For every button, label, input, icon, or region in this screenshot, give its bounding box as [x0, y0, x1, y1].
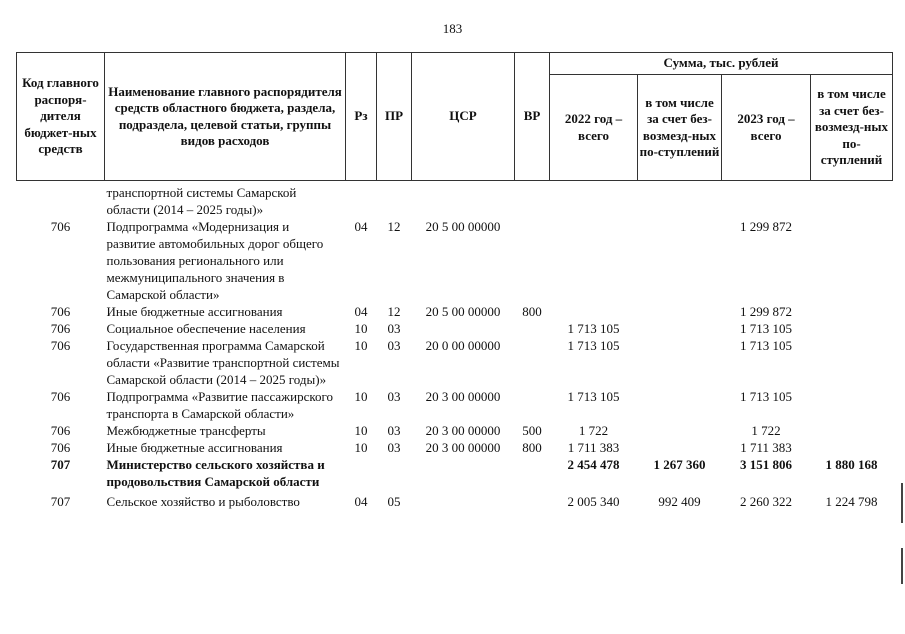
row-2022-total: [550, 303, 638, 320]
table-row: [17, 439, 893, 456]
row-2023-gratuitous: 1 880 168: [825, 457, 878, 472]
row-vr: [515, 320, 550, 337]
table-row: [17, 456, 893, 490]
table-body: [17, 181, 893, 511]
table-row: [17, 388, 893, 422]
row-2023-gratuitous: [811, 337, 893, 388]
row-2022-total: 1 713 105: [567, 389, 620, 404]
row-2022-gratuitous: [638, 218, 722, 303]
row-2023-gratuitous: [811, 439, 893, 456]
row-2022-total: 1 711 383: [567, 440, 620, 455]
row-2022-gratuitous: [638, 388, 722, 422]
header-2023-total: 2023 год – всего: [722, 75, 811, 181]
header-rz: Рз: [346, 53, 377, 181]
row-2022-total: 2 005 340: [567, 494, 620, 509]
row-name: Подпрограмма «Развитие пассажирского транспорта в Самарской области»: [106, 389, 334, 421]
row-2023-total: 3 151 806: [740, 457, 792, 472]
header-2022-gratuitous: в том числе за счет без-возмезд-ных по-ступлений: [638, 75, 722, 181]
header-pr: ПР: [377, 53, 412, 181]
row-rz: 10: [354, 321, 368, 336]
table-row: [17, 490, 893, 510]
row-2022-total: 1 713 105: [567, 321, 620, 336]
scan-edge-mark: [901, 483, 903, 523]
row-csr: [412, 490, 515, 510]
row-rz: [346, 181, 377, 219]
row-2023-total: 1 713 105: [740, 338, 792, 353]
row-csr: 20 5 00 00000: [425, 219, 501, 234]
row-pr: [377, 181, 412, 219]
row-2022-gratuitous: [638, 337, 722, 388]
row-vr: 800: [522, 440, 542, 455]
row-2022-gratuitous: 1 267 360: [653, 457, 706, 472]
row-name: Межбюджетные трансферты: [106, 423, 266, 438]
row-csr: [412, 181, 515, 219]
row-2023-gratuitous: 1 224 798: [825, 494, 878, 509]
row-2023-total: 1 713 105: [740, 389, 792, 404]
row-csr: 20 5 00 00000: [425, 304, 501, 319]
row-2023-gratuitous: [811, 422, 893, 439]
row-name: Государственная программа Самарской области «Развитие транспортной системы Самарской области (2014 – 2025 годы)»: [106, 338, 340, 387]
row-pr: 03: [387, 321, 401, 336]
row-name: Сельское хозяйство и рыболовство: [106, 494, 300, 509]
row-2023-total: 1 299 872: [740, 219, 792, 234]
row-2022-gratuitous: [638, 422, 722, 439]
row-name: Иные бюджетные ассигнования: [106, 304, 283, 319]
table-row: [17, 218, 893, 303]
table-row: [17, 337, 893, 388]
row-2023-gratuitous: [811, 303, 893, 320]
row-pr: 03: [387, 389, 401, 404]
row-2023-total: 1 299 872: [740, 304, 792, 319]
row-2023-total: 1 722: [751, 423, 781, 438]
row-vr: [515, 456, 550, 490]
row-rz: 04: [354, 494, 368, 509]
row-code: 706: [50, 338, 71, 353]
row-2022-total: [550, 181, 638, 219]
row-csr: [412, 320, 515, 337]
row-rz: 10: [354, 423, 368, 438]
row-code: 706: [50, 219, 71, 234]
row-2022-total: 1 713 105: [567, 338, 620, 353]
row-csr: 20 3 00 00000: [425, 440, 501, 455]
row-code: 706: [50, 440, 71, 455]
header-vr: ВР: [515, 53, 550, 181]
table-row: [17, 303, 893, 320]
row-2022-gratuitous: [638, 181, 722, 219]
row-code: 707: [50, 494, 71, 509]
table-header: [17, 53, 893, 181]
row-csr: [412, 456, 515, 490]
row-2022-total: 2 454 478: [567, 457, 620, 472]
scan-edge-mark: [901, 548, 903, 584]
row-rz: 10: [354, 389, 368, 404]
row-name: Подпрограмма «Модернизация и развитие автомобильных дорог общего пользования регионального или межмуниципального значения в Самарской области»: [106, 219, 324, 302]
row-2023-total: 2 260 322: [740, 494, 792, 509]
row-pr: 03: [387, 338, 401, 353]
row-2023-gratuitous: [811, 218, 893, 303]
row-code: 706: [50, 304, 71, 319]
page-number: 183: [442, 21, 463, 36]
row-rz: 04: [354, 219, 368, 234]
row-pr: 12: [387, 219, 401, 234]
row-pr: 12: [387, 304, 401, 319]
row-name: Министерство сельского хозяйства и продовольствия Самарской области: [106, 457, 325, 489]
header-2023-gratuitous: в том числе за счет без-возмезд-ных по-ступлений: [811, 75, 893, 181]
row-csr: 20 3 00 00000: [425, 389, 501, 404]
row-2023-total: [722, 181, 811, 219]
header-code: Код главного распоря-дителя бюджет-ных средств: [17, 53, 105, 181]
row-code: 706: [50, 321, 71, 336]
row-name: транспортной системы Самарской области (2014 – 2025 годы)»: [106, 185, 297, 217]
row-pr: [377, 456, 412, 490]
row-code: 706: [50, 389, 71, 404]
row-code: [17, 181, 105, 219]
row-name: Иные бюджетные ассигнования: [106, 440, 283, 455]
row-name: Социальное обеспечение населения: [106, 321, 306, 336]
row-2023-total: 1 711 383: [740, 440, 792, 455]
row-vr: [515, 181, 550, 219]
table-row: [17, 422, 893, 439]
row-2023-total: 1 713 105: [740, 321, 792, 336]
table-row: [17, 320, 893, 337]
row-vr: [515, 388, 550, 422]
row-csr: 20 3 00 00000: [425, 423, 501, 438]
row-2022-total: 1 722: [578, 423, 609, 438]
row-vr: [515, 337, 550, 388]
row-rz: 10: [354, 338, 368, 353]
row-2023-gratuitous: [811, 181, 893, 219]
row-rz: 10: [354, 440, 368, 455]
table-row: [17, 181, 893, 219]
header-2022-total: 2022 год – всего: [550, 75, 638, 181]
row-2023-gratuitous: [811, 320, 893, 337]
row-rz: [346, 456, 377, 490]
header-csr: ЦСР: [412, 53, 515, 181]
row-vr: 800: [522, 304, 542, 319]
row-2022-total: [550, 218, 638, 303]
row-vr: 500: [522, 423, 542, 438]
header-name: Наименование главного распорядителя средств областного бюджета, раздела, подраздела, целевой статьи, группы видов расходов: [105, 53, 346, 181]
row-2023-gratuitous: [811, 388, 893, 422]
budget-table: [16, 52, 893, 510]
row-csr: 20 0 00 00000: [425, 338, 501, 353]
row-vr: [515, 490, 550, 510]
header-sum: Сумма, тыс. рублей: [550, 53, 893, 75]
row-code: 707: [50, 457, 71, 472]
row-code: 706: [50, 423, 71, 438]
row-2022-gratuitous: [638, 303, 722, 320]
row-2022-gratuitous: [638, 439, 722, 456]
row-2022-gratuitous: 992 409: [658, 494, 701, 509]
row-vr: [515, 218, 550, 303]
row-2022-gratuitous: [638, 320, 722, 337]
row-pr: 03: [387, 440, 401, 455]
row-pr: 03: [387, 423, 401, 438]
row-rz: 04: [354, 304, 368, 319]
row-pr: 05: [387, 494, 401, 509]
